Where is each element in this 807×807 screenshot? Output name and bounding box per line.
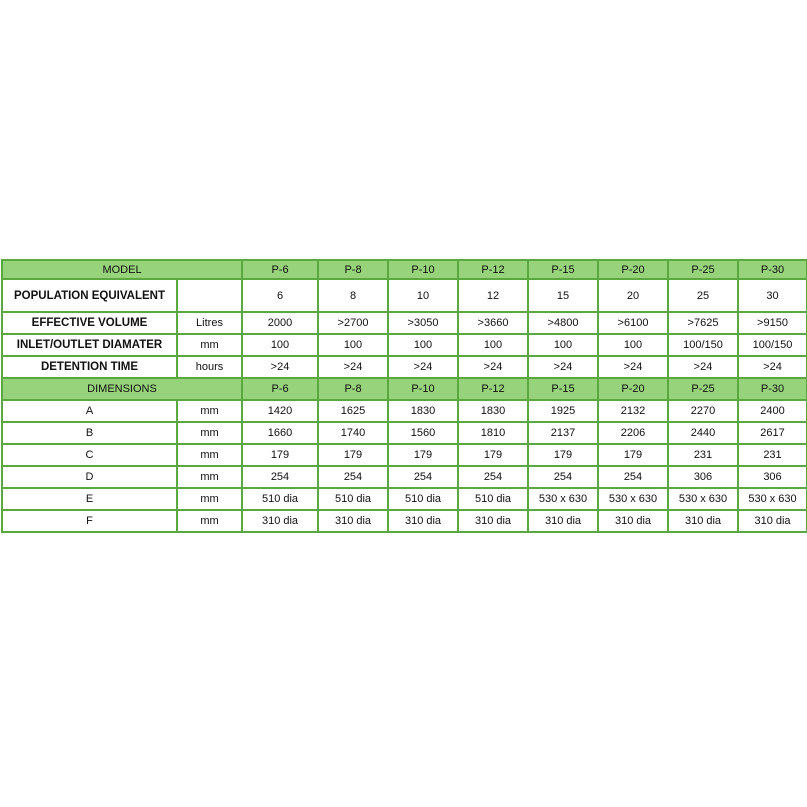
value-cell: >24 xyxy=(738,356,807,378)
value-cell: 1830 xyxy=(458,400,528,422)
value-cell: 254 xyxy=(528,466,598,488)
table-row xyxy=(2,312,807,334)
model-header-cell: P-6 xyxy=(242,260,318,279)
value-cell: 12 xyxy=(458,279,528,312)
dimensions-header-row-label: DIMENSIONS xyxy=(2,378,242,400)
value-cell: 1740 xyxy=(318,422,388,444)
value-cell: 2137 xyxy=(528,422,598,444)
value-cell: 20 xyxy=(598,279,668,312)
model-header-cell: P-30 xyxy=(738,378,807,400)
row-label: D xyxy=(2,466,177,488)
model-header-cell: P-10 xyxy=(388,260,458,279)
value-cell: >24 xyxy=(668,356,738,378)
value-cell: 530 x 630 xyxy=(668,488,738,510)
value-cell: >24 xyxy=(528,356,598,378)
value-cell: 530 x 630 xyxy=(738,488,807,510)
value-cell: >24 xyxy=(318,356,388,378)
value-cell: 179 xyxy=(598,444,668,466)
value-cell: 530 x 630 xyxy=(598,488,668,510)
row-unit: mm xyxy=(177,422,242,444)
value-cell: 2206 xyxy=(598,422,668,444)
value-cell: >7625 xyxy=(668,312,738,334)
model-header-cell: P-15 xyxy=(528,378,598,400)
row-unit: mm xyxy=(177,510,242,532)
model-header-cell: P-8 xyxy=(318,378,388,400)
value-cell: 254 xyxy=(458,466,528,488)
row-label: EFFECTIVE VOLUME xyxy=(2,312,177,334)
value-cell: 2000 xyxy=(242,312,318,334)
value-cell: 100 xyxy=(242,334,318,356)
model-header-cell: P-20 xyxy=(598,260,668,279)
value-cell: 100 xyxy=(318,334,388,356)
value-cell: 179 xyxy=(242,444,318,466)
value-cell: 254 xyxy=(598,466,668,488)
value-cell: 231 xyxy=(738,444,807,466)
table-row xyxy=(2,356,807,378)
table-row xyxy=(2,466,807,488)
value-cell: 1625 xyxy=(318,400,388,422)
row-unit xyxy=(177,279,242,312)
value-cell: 254 xyxy=(318,466,388,488)
value-cell: 530 x 630 xyxy=(528,488,598,510)
specification-table xyxy=(1,259,807,533)
row-unit: mm xyxy=(177,400,242,422)
model-header-row-label: MODEL xyxy=(2,260,242,279)
model-header-cell: P-30 xyxy=(738,260,807,279)
model-header-cell: P-8 xyxy=(318,260,388,279)
row-unit: hours xyxy=(177,356,242,378)
model-header-cell: P-15 xyxy=(528,260,598,279)
value-cell: 310 dia xyxy=(388,510,458,532)
value-cell: 179 xyxy=(318,444,388,466)
table-row xyxy=(2,400,807,422)
row-unit: mm xyxy=(177,334,242,356)
row-label: POPULATION EQUIVALENT xyxy=(2,279,177,312)
row-label: B xyxy=(2,422,177,444)
dimensions-header-row xyxy=(2,378,807,400)
value-cell: 510 dia xyxy=(318,488,388,510)
value-cell: 231 xyxy=(668,444,738,466)
value-cell: 310 dia xyxy=(528,510,598,532)
model-header-cell: P-12 xyxy=(458,260,528,279)
model-header-cell: P-20 xyxy=(598,378,668,400)
value-cell: >24 xyxy=(598,356,668,378)
value-cell: 100 xyxy=(528,334,598,356)
row-label: F xyxy=(2,510,177,532)
value-cell: >24 xyxy=(388,356,458,378)
value-cell: 1925 xyxy=(528,400,598,422)
value-cell: >24 xyxy=(458,356,528,378)
value-cell: 100 xyxy=(458,334,528,356)
value-cell: 179 xyxy=(388,444,458,466)
value-cell: 510 dia xyxy=(242,488,318,510)
value-cell: 6 xyxy=(242,279,318,312)
value-cell: 310 dia xyxy=(242,510,318,532)
value-cell: >24 xyxy=(242,356,318,378)
model-header-cell: P-25 xyxy=(668,260,738,279)
value-cell: 310 dia xyxy=(738,510,807,532)
value-cell: 254 xyxy=(242,466,318,488)
row-unit: mm xyxy=(177,488,242,510)
value-cell: 1830 xyxy=(388,400,458,422)
value-cell: 2617 xyxy=(738,422,807,444)
value-cell: 310 dia xyxy=(318,510,388,532)
row-label: C xyxy=(2,444,177,466)
row-unit: Litres xyxy=(177,312,242,334)
row-unit: mm xyxy=(177,444,242,466)
value-cell: 310 dia xyxy=(598,510,668,532)
value-cell: 2132 xyxy=(598,400,668,422)
value-cell: 15 xyxy=(528,279,598,312)
value-cell: 179 xyxy=(458,444,528,466)
value-cell: >3050 xyxy=(388,312,458,334)
row-label: INLET/OUTLET DIAMATER xyxy=(2,334,177,356)
value-cell: >3660 xyxy=(458,312,528,334)
value-cell: >4800 xyxy=(528,312,598,334)
value-cell: 310 dia xyxy=(668,510,738,532)
table-row xyxy=(2,279,807,312)
model-header-row xyxy=(2,260,807,279)
value-cell: 306 xyxy=(668,466,738,488)
model-header-cell: P-12 xyxy=(458,378,528,400)
row-label: E xyxy=(2,488,177,510)
model-header-cell: P-25 xyxy=(668,378,738,400)
value-cell: 510 dia xyxy=(458,488,528,510)
value-cell: >2700 xyxy=(318,312,388,334)
table-row xyxy=(2,334,807,356)
value-cell: 306 xyxy=(738,466,807,488)
value-cell: 100 xyxy=(388,334,458,356)
value-cell: 1810 xyxy=(458,422,528,444)
value-cell: 2270 xyxy=(668,400,738,422)
value-cell: >6100 xyxy=(598,312,668,334)
table-row xyxy=(2,510,807,532)
value-cell: 100 xyxy=(598,334,668,356)
table-row xyxy=(2,444,807,466)
value-cell: 1560 xyxy=(388,422,458,444)
value-cell: 25 xyxy=(668,279,738,312)
value-cell: 510 dia xyxy=(388,488,458,510)
value-cell: 1420 xyxy=(242,400,318,422)
row-label: A xyxy=(2,400,177,422)
table-body xyxy=(2,260,807,532)
value-cell: 2400 xyxy=(738,400,807,422)
value-cell: 10 xyxy=(388,279,458,312)
value-cell: 254 xyxy=(388,466,458,488)
value-cell: 2440 xyxy=(668,422,738,444)
row-label: DETENTION TIME xyxy=(2,356,177,378)
table-row xyxy=(2,488,807,510)
model-header-cell: P-10 xyxy=(388,378,458,400)
value-cell: 100/150 xyxy=(738,334,807,356)
value-cell: 8 xyxy=(318,279,388,312)
value-cell: 1660 xyxy=(242,422,318,444)
value-cell: 310 dia xyxy=(458,510,528,532)
row-unit: mm xyxy=(177,466,242,488)
value-cell: 100/150 xyxy=(668,334,738,356)
value-cell: 179 xyxy=(528,444,598,466)
value-cell: 30 xyxy=(738,279,807,312)
model-header-cell: P-6 xyxy=(242,378,318,400)
value-cell: >9150 xyxy=(738,312,807,334)
table-row xyxy=(2,422,807,444)
